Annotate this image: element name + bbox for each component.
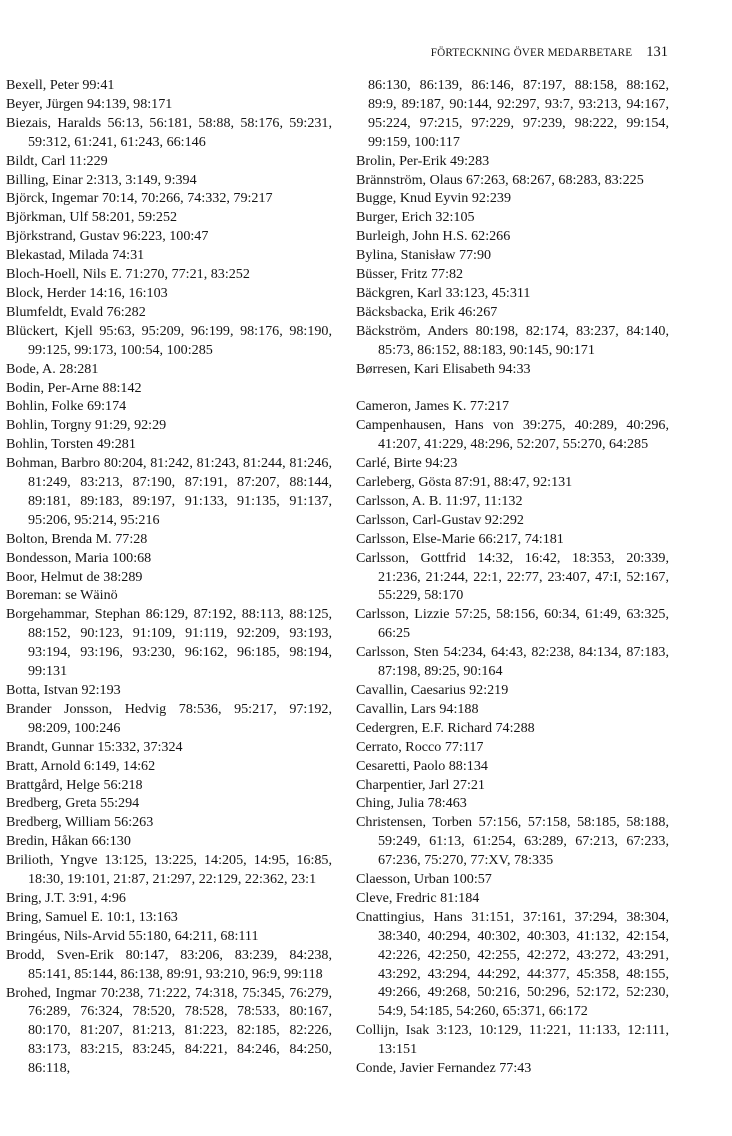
index-entry: Charpentier, Jarl 27:21 [356, 776, 485, 793]
index-entry: Bohman, Barbro 80:204, 81:242, 81:243, 81:244, 81:246, 81:249, 83:213, 87:190, 87:191, 87:207, 88:144, 89:181, 89:183, 89:197, 91:133, 91:135, 91:137, 95:206, 95:214, 95:216 [6, 455, 332, 528]
index-entry: Boreman: se Wäinö [6, 587, 118, 604]
index-entry: Boor, Helmut de 38:289 [6, 568, 143, 585]
index-entry: Brattgård, Helge 56:218 [6, 776, 143, 793]
index-entry: Cerrato, Rocco 77:117 [356, 738, 484, 755]
index-entry: Carlsson, Lizzie 57:25, 58:156, 60:34, 61:49, 63:325, 66:25 [356, 606, 669, 642]
index-entry: Bäcksbacka, Erik 46:267 [356, 303, 498, 320]
index-entry: Burleigh, John H.S. 62:266 [356, 228, 511, 245]
index-entry: Brodd, Sven-Erik 80:147, 83:206, 83:239, 84:238, 85:141, 85:144, 86:138, 89:91, 93:210, 96:9, 99:118 [6, 946, 332, 982]
index-entry: Brolin, Per-Erik 49:283 [356, 152, 490, 169]
index-entry: Borgehammar, Stephan 86:129, 87:192, 88:113, 88:125, 88:152, 90:123, 91:109, 91:119, 92:209, 93:193, 93:194, 93:196, 93:230, 96:162, 96:185, 98:194, 99:131 [6, 606, 332, 680]
index-entry: Børresen, Kari Elisabeth 94:33 [356, 360, 531, 377]
index-entry: Carlsson, Else-Marie 66:217, 74:181 [356, 530, 564, 547]
index-entry: Burger, Erich 32:105 [356, 209, 475, 226]
index-entry: Billing, Einar 2:313, 3:149, 9:394 [6, 171, 197, 188]
index-entry: Bredberg, William 56:263 [6, 814, 154, 831]
index-entry: Bode, A. 28:281 [6, 360, 99, 377]
index-entry: Büsser, Fritz 77:82 [356, 266, 464, 283]
index-entry: Carlsson, Sten 54:234, 64:43, 82:238, 84:134, 87:183, 87:198, 89:25, 90:164 [356, 644, 669, 680]
index-entry: Björck, Ingemar 70:14, 70:266, 74:332, 79:217 [6, 190, 273, 207]
index-entry: Bäckgren, Karl 33:123, 45:311 [356, 284, 531, 301]
index-entry: Bohlin, Folke 69:174 [6, 398, 127, 415]
index-entry: Blumfeldt, Evald 76:282 [6, 303, 146, 320]
index-entry: Cavallin, Caesarius 92:219 [356, 681, 509, 698]
index-entry: Carlé, Birte 94:23 [356, 455, 458, 472]
index-entry: Brander Jonsson, Hedvig 78:536, 95:217, 97:192, 98:209, 100:246 [6, 700, 332, 736]
index-entry: Bredin, Håkan 66:130 [6, 833, 131, 850]
index-entry: Cedergren, E.F. Richard 74:288 [356, 719, 535, 736]
page-number: 131 [646, 44, 668, 60]
section-gap [356, 379, 669, 398]
index-entry: Cesaretti, Paolo 88:134 [356, 757, 488, 774]
index-entry: Bringéus, Nils-Arvid 55:180, 64:211, 68:111 [6, 927, 259, 944]
index-entry: Brohed, Ingmar 70:238, 71:222, 74:318, 75:345, 76:279, 76:289, 76:324, 78:520, 78:528, 78:533, 80:167, 80:170, 81:207, 81:213, 81:223, 82:185, 82:226, 83:173, 83:215, 83:245, 84:221, 84:246, 84:250, 86:118, [6, 984, 332, 1077]
index-entry: Bondesson, Maria 100:68 [6, 549, 152, 566]
index-entry: Carlsson, Carl-Gustav 92:292 [356, 511, 524, 528]
index-entry: Bäckström, Anders 80:198, 82:174, 83:237, 84:140, 85:73, 86:152, 88:183, 90:145, 90:171 [356, 322, 669, 358]
index-entry: Bring, Samuel E. 10:1, 13:163 [6, 908, 178, 925]
index-entry: Carlsson, Gottfrid 14:32, 16:42, 18:353, 20:339, 21:236, 21:244, 22:1, 22:77, 23:407, 47:I, 52:167, 55:229, 58:170 [356, 549, 669, 604]
index-entry: Blückert, Kjell 95:63, 95:209, 96:199, 98:176, 98:190, 99:125, 99:173, 100:54, 100:285 [6, 322, 332, 358]
index-entry: Cavallin, Lars 94:188 [356, 700, 479, 717]
index-entry-continued: 86:130, 86:139, 86:146, 87:197, 88:158, 88:162, 89:9, 89:187, 90:144, 92:297, 93:7, 93:213, 94:167, 95:224, 97:215, 97:229, 97:239, 98:222, 99:154, 99:159, 100:117 [368, 77, 669, 150]
index-entry: Bratt, Arnold 6:149, 14:62 [6, 757, 156, 774]
index-entry: Campenhausen, Hans von 39:275, 40:289, 40:296, 41:207, 41:229, 48:296, 52:207, 55:270, 64:285 [356, 417, 669, 453]
index-entry: Block, Herder 14:16, 16:103 [6, 284, 168, 301]
index-entry: Ching, Julia 78:463 [356, 795, 467, 812]
index-entry: Carlsson, A. B. 11:97, 11:132 [356, 492, 523, 509]
running-head-title: FÖRTECKNING ÖVER MEDARBETARE [430, 47, 633, 59]
index-entry: Bildt, Carl 11:229 [6, 152, 108, 169]
index-entry: Bohlin, Torgny 91:29, 92:29 [6, 417, 167, 434]
index-entry: Botta, Istvan 92:193 [6, 682, 121, 698]
index-entry: Bodin, Per-Arne 88:142 [6, 379, 142, 396]
index-entry: Conde, Javier Fernandez 77:43 [356, 1060, 532, 1077]
index-entry: Cleve, Fredric 81:184 [356, 889, 480, 906]
index-entry: Cameron, James K. 77:217 [356, 398, 510, 415]
index-entry: Björkman, Ulf 58:201, 59:252 [6, 209, 178, 226]
running-head [431, 44, 668, 61]
right-column [356, 76, 669, 1078]
index-entry: Bredberg, Greta 55:294 [6, 795, 140, 812]
index-entry: Björkstrand, Gustav 96:223, 100:47 [6, 228, 209, 245]
index-entry: Bring, J.T. 3:91, 4:96 [6, 889, 126, 906]
index-entry: Bexell, Peter 99:41 [6, 77, 115, 93]
index-entry: Bohlin, Torsten 49:281 [6, 436, 136, 453]
index-entry: Brilioth, Yngve 13:125, 13:225, 14:205, 14:95, 16:85, 18:30, 19:101, 21:87, 21:297, 22:129, 22:362, 23:1 [6, 852, 332, 888]
index-entry: Collijn, Isak 3:123, 10:129, 11:221, 11:133, 12:111, 13:151 [356, 1022, 669, 1058]
index-entry: Bolton, Brenda M. 77:28 [6, 530, 148, 547]
index-entry: Brandt, Gunnar 15:332, 37:324 [6, 738, 183, 755]
index-entry: Claesson, Urban 100:57 [356, 871, 492, 888]
index-entry: Carleberg, Gösta 87:91, 88:47, 92:131 [356, 474, 573, 491]
index-entry: Brännström, Olaus 67:263, 68:267, 68:283, 83:225 [356, 171, 644, 188]
index-entry: Blekastad, Milada 74:31 [6, 247, 145, 264]
index-entry: Bylina, Stanisław 77:90 [356, 247, 492, 264]
left-column [6, 76, 332, 1078]
index-entry: Biezais, Haralds 56:13, 56:181, 58:88, 58:176, 59:231, 59:312, 61:241, 61:243, 66:146 [6, 114, 332, 150]
index-entry: Christensen, Torben 57:156, 57:158, 58:185, 58:188, 59:249, 61:13, 61:254, 63:289, 67:213, 67:233, 67:236, 75:270, 77:XV, 78:335 [356, 814, 669, 869]
index-entry: Bloch-Hoell, Nils E. 71:270, 77:21, 83:252 [6, 266, 250, 283]
index-entry: Bugge, Knud Eyvin 92:239 [356, 190, 512, 207]
index-entry: Cnattingius, Hans 31:151, 37:161, 37:294, 38:304, 38:340, 40:294, 40:302, 40:303, 41:132, 42:154, 42:226, 42:250, 42:255, 42:272, 43:272, 43:291, 43:292, 43:294, 44:292, 44:377, 45:358, 48:155, 49:266, 49:268, 50:216, 50:296, 52:172, 52:230, 54:9, 54:185, 54:260, 65:371, 66:172 [356, 908, 669, 1020]
index-entry: Beyer, Jürgen 94:139, 98:171 [6, 95, 173, 112]
